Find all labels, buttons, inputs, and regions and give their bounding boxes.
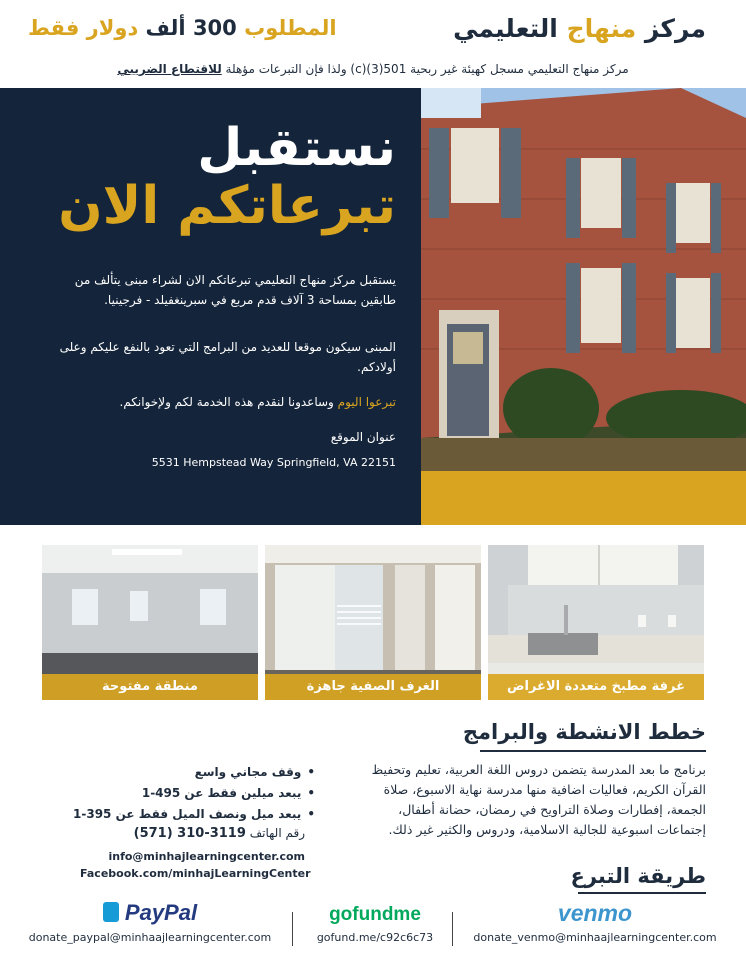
hero-paragraph-1: يستقبل مركز منهاج التعليمي تبرعاتكم الان لشراء مبنى يتألف من طابقين بمساحة 3 آلاف قدم مربع في سبرينغفيلد - فرجينيا.	[74, 273, 396, 307]
paypal-icon	[103, 902, 119, 922]
venmo-method[interactable]	[470, 900, 720, 950]
address: 5531 Hempstead Way Springfield, VA 22151	[151, 456, 396, 469]
venmo-address: donate_venmo@minhaajlearningcenter.com	[473, 931, 717, 944]
feature-item: • يبعد ميلين فقط عن 495-1	[80, 783, 315, 804]
photo-kitchen	[488, 545, 704, 700]
gofundme-method[interactable]	[305, 900, 445, 950]
gofundme-logo: gofundme	[329, 904, 421, 925]
programs-underline	[480, 750, 706, 752]
photo-caption: منطقة مفتوحة	[42, 674, 258, 700]
email-link[interactable]: info@minhajlearningcenter.com	[108, 850, 305, 863]
photo-classrooms	[265, 545, 481, 700]
divider	[292, 912, 293, 946]
photo-caption: غرفة مطبخ متعددة الاغراض	[488, 674, 704, 700]
programs-title: خطط الانشطة والبرامج	[462, 720, 706, 744]
hero-cta: تبرعوا اليوم وساعدونا لنقدم هذه الخدمة لكم ولإخوانكم.	[119, 395, 396, 409]
features-list	[73, 762, 315, 825]
venmo-logo: venmo	[557, 900, 633, 926]
hero-paragraph-2: المبنى سيكون موقعا للعديد من البرامج التي تعود بالنفع عليكم وعلى أولادكم.	[59, 340, 396, 374]
feature-item: • يبعد ميل ونصف الميل فقط عن 395-1	[80, 804, 315, 825]
building-photo	[421, 88, 746, 471]
hero-title-line1: نستقبل	[197, 118, 396, 178]
hero-gold-band	[421, 471, 746, 525]
donation-underline	[578, 892, 706, 894]
registration-note: مركز منهاج التعليمي مسجل كهيئة غير ربحية 501(3)(c) ولذا فإن التبرعات مؤهلة للاقتطاع الضريبي	[117, 62, 629, 76]
donation-title: طريقة التبرع	[570, 864, 706, 888]
goal-amount: المطلوب 300 ألف دولار فقط	[28, 16, 337, 40]
photo-open-area	[42, 545, 258, 700]
photo-caption: الغرف الصفية جاهزة	[265, 674, 481, 700]
paypal-method[interactable]	[20, 900, 280, 950]
paypal-address: donate_paypal@minhaajlearningcenter.com	[28, 931, 272, 944]
divider	[452, 912, 453, 946]
phone: رقم الهاتف (571) 310-3119	[133, 826, 305, 841]
paypal-logo: PayPal	[20, 900, 280, 928]
header	[0, 0, 746, 90]
brand-title: مركز منهاج التعليمي	[453, 14, 706, 43]
gofundme-url: gofund.me/c92c6c73	[316, 931, 434, 944]
address-label: عنوان الموقع	[330, 430, 396, 444]
facebook-link[interactable]: Facebook.com/minhajLearningCenter	[80, 867, 311, 880]
hero-title-line2: تبرعاتكم الان	[58, 176, 396, 236]
feature-item: • وقف مجاني واسع	[80, 762, 315, 783]
programs-text: برنامج ما بعد المدرسة يتضمن دروس اللغة العربية، تعليم وتحفيظ القرآن الكريم، فعاليات اضافية منها مدرسة نهاية الاسبوع، صلاة الجمعة، إفطارات وصلاة التراويح في رمضان، حضانة أطفال، إجتماعات اسبوعية للجالية الاسلامية، ودروس والكثير غير ذلك.	[371, 762, 706, 837]
